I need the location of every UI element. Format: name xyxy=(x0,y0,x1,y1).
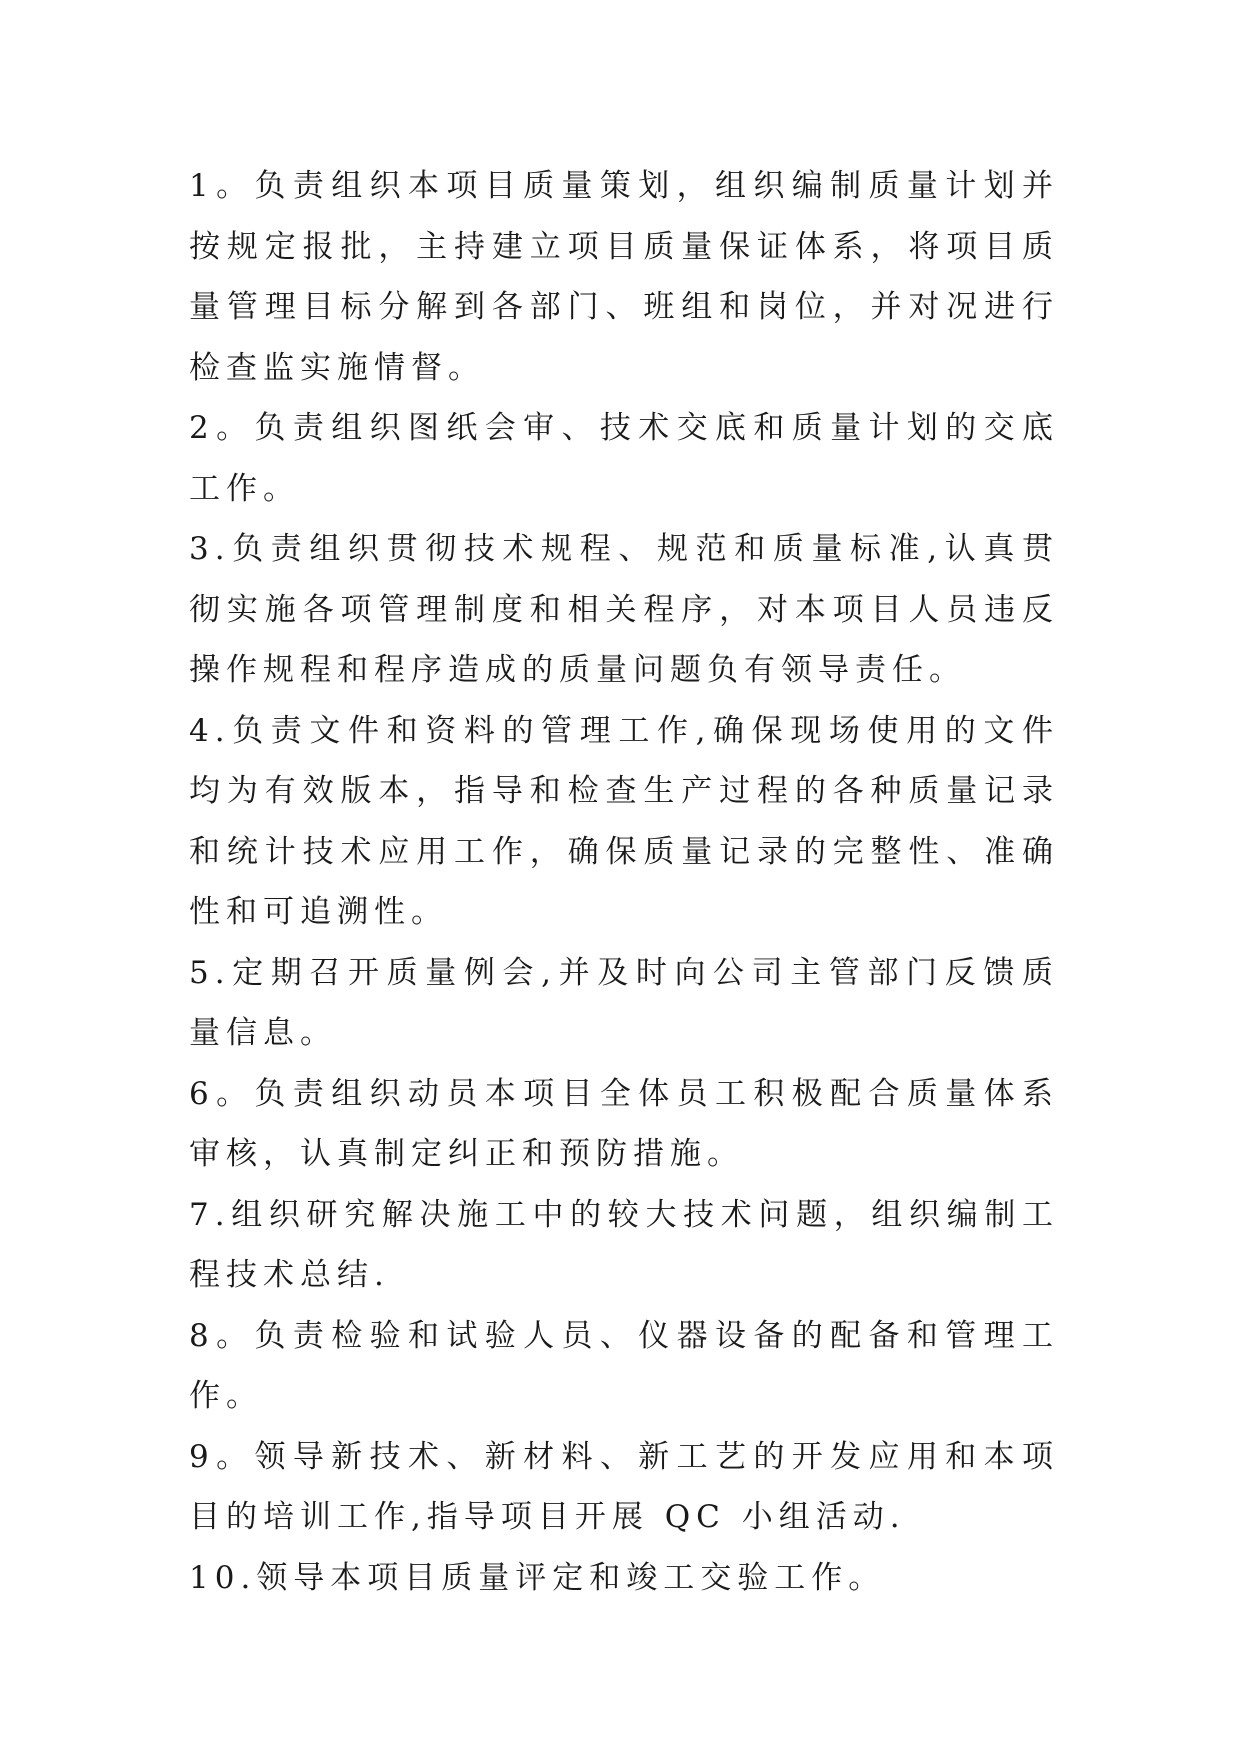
list-item: 7.组织研究解决施工中的较大技术问题，组织编制工程技术总结. xyxy=(189,1196,1059,1293)
list-item: 10.领导本项目质量评定和竣工交验工作。 xyxy=(189,1559,886,1596)
list-item: 5.定期召开质量例会,并及时向公司主管部门反馈质量信息。 xyxy=(189,954,1059,1051)
responsibility-list xyxy=(189,156,1059,1608)
list-item: 4.负责文件和资料的管理工作,确保现场使用的文件均为有效版本，指导和检查生产过程的各种质量记录和统计技术应用工作，确保质量记录的完整性、准确性和可追溯性。 xyxy=(189,712,1059,930)
list-item: 9。领导新技术、新材料、新工艺的开发应用和本项目的培训工作,指导项目开展 QC 小组活动. xyxy=(189,1438,1059,1535)
list-item: 3.负责组织贯彻技术规程、规范和质量标准,认真贯彻实施各项管理制度和相关程序，对本项目人员违反操作规程和程序造成的质量问题负有领导责任。 xyxy=(189,531,1059,688)
list-item: 6。负责组织动员本项目全体员工积极配合质量体系审核，认真制定纠正和预防措施。 xyxy=(189,1075,1059,1172)
list-item: 8。负责检验和试验人员、仪器设备的配备和管理工作。 xyxy=(189,1317,1059,1414)
list-item: 1。负责组织本项目质量策划，组织编制质量计划并按规定报批，主持建立项目质量保证体系，将项目质量管理目标分解到各部门、班组和岗位，并对况进行检查监实施情督。 xyxy=(189,168,1059,386)
list-item: 2。负责组织图纸会审、技术交底和质量计划的交底工作。 xyxy=(189,410,1059,507)
